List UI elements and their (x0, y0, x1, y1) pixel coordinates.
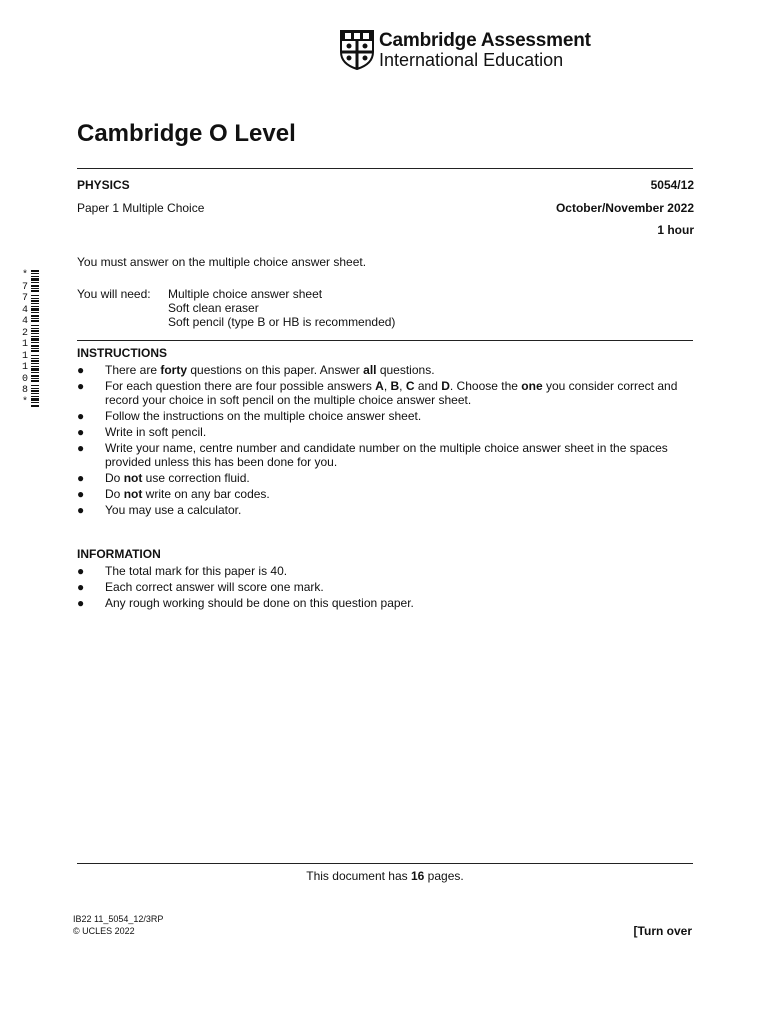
barcode-bars (31, 270, 39, 410)
instruction-item: ● Follow the instructions on the multiple choice answer sheet. (77, 409, 422, 423)
logo-line1: Cambridge Assessment (379, 30, 591, 51)
document-reference (73, 913, 163, 937)
qualification-title: Cambridge O Level (77, 120, 296, 147)
barcode (20, 270, 38, 410)
instructions-list (77, 363, 697, 519)
instruction-item: ● You may use a calculator. (77, 503, 242, 517)
need-item: Soft clean eraser (168, 301, 259, 315)
bullet-icon: ● (77, 471, 85, 485)
instruction-item: ● Write in soft pencil. (77, 425, 207, 439)
instruction-item: ● Do not use correction fluid. (77, 471, 250, 485)
bullet-icon: ● (77, 596, 85, 610)
bullet-icon: ● (77, 564, 85, 578)
need-item: Multiple choice answer sheet (168, 287, 323, 301)
bullet-icon: ● (77, 363, 85, 377)
bullet-icon: ● (77, 487, 85, 501)
exam-session: October/November 2022 (555, 201, 694, 215)
page-count: 16 (410, 869, 425, 883)
instruction-item: ● For each question there are four possible answers A, B, C and D. Choose the one you consider correct and record your choice in soft pencil on the multiple choice answer sheet. (77, 379, 678, 407)
cambridge-logo (340, 30, 591, 70)
information-item: ● Each correct answer will score one mark. (77, 580, 324, 594)
reference-code: IB22 11_5054_12/3RP (73, 914, 164, 924)
need-list (168, 287, 395, 329)
answer-note: You must answer on the multiple choice answer sheet. (77, 255, 367, 269)
need-item: Soft pencil (type B or HB is recommended) (168, 315, 396, 329)
page-count-note (77, 869, 693, 883)
subject: PHYSICS (77, 178, 130, 192)
paper-name: Paper 1 Multiple Choice (77, 201, 205, 215)
header-divider (77, 168, 693, 169)
instructions-title: INSTRUCTIONS (77, 346, 167, 360)
instruction-item: ● Write your name, centre number and candidate number on the multiple choice answer sheet in the spaces provided unless this has been done for you. (77, 441, 668, 469)
information-item: ● Any rough working should be done on this question paper. (77, 596, 414, 610)
copyright: © UCLES 2022 (73, 926, 135, 936)
information-title: INFORMATION (77, 547, 161, 561)
bullet-icon: ● (77, 580, 85, 594)
instruction-item: ● Do not write on any bar codes. (77, 487, 270, 501)
crest-icon (340, 30, 374, 70)
information-list (77, 564, 697, 612)
logo-line2: International Education (379, 50, 564, 70)
bullet-icon: ● (77, 503, 85, 517)
page-count-prefix: This document has (306, 869, 411, 883)
footer-divider (77, 863, 693, 864)
barcode-number: * 7 7 4 4 2 1 1 1 0 8 * (21, 270, 28, 408)
information-item: ● The total mark for this paper is 40. (77, 564, 288, 578)
bullet-icon: ● (77, 425, 85, 439)
paper-code: 5054/12 (650, 178, 694, 192)
instruction-item: ● There are forty questions on this paper. Answer all questions. (77, 363, 435, 377)
need-label: You will need: (77, 287, 151, 301)
page-count-suffix: pages. (424, 869, 464, 883)
bullet-icon: ● (77, 409, 85, 423)
duration: 1 hour (657, 223, 694, 237)
instructions-divider (77, 340, 693, 341)
bullet-icon: ● (77, 379, 85, 393)
bullet-icon: ● (77, 441, 85, 455)
turn-over: [Turn over (633, 924, 692, 938)
